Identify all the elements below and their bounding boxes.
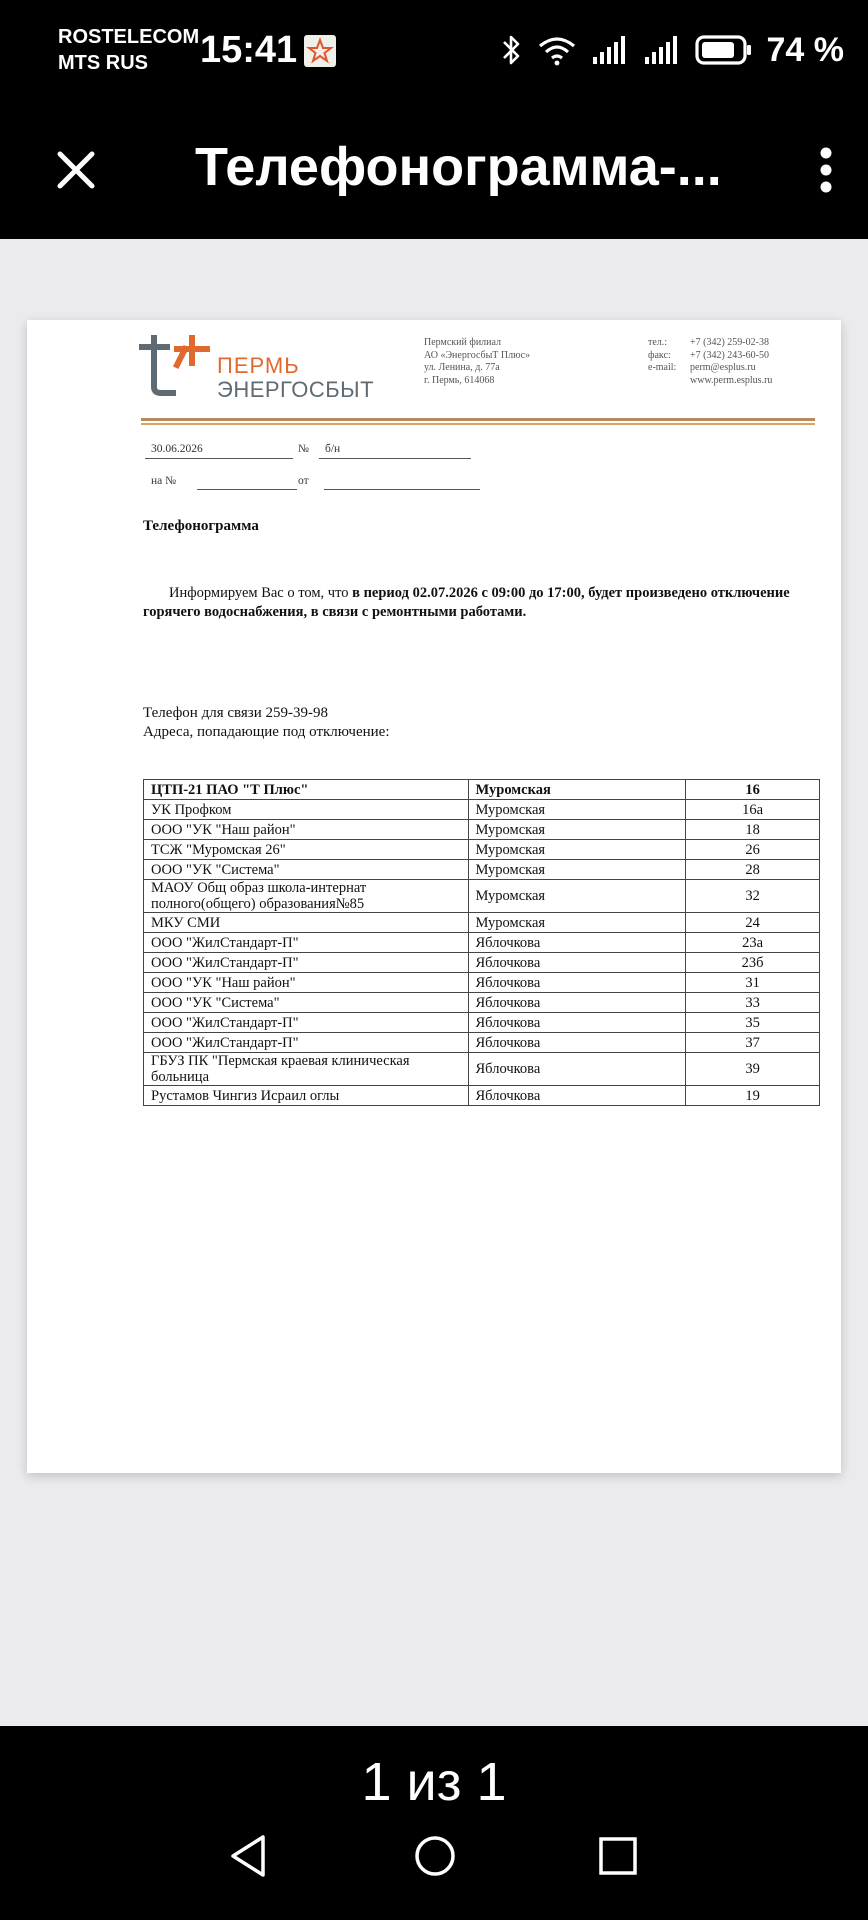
t-plus-logo-icon xyxy=(139,335,211,399)
table-cell-organization: ООО "УК "Наш район" xyxy=(144,820,469,840)
table-cell-organization: МКУ СМИ xyxy=(144,913,469,933)
contact-value: +7 (342) 259-02-38 xyxy=(690,337,769,348)
logo-line-1: ПЕРМЬ xyxy=(217,353,300,378)
org-address-line: ул. Ленина, д. 77а xyxy=(424,362,500,373)
table-cell-house: 33 xyxy=(686,993,820,1013)
signal-icon xyxy=(591,34,629,66)
document-page[interactable] xyxy=(27,320,841,1473)
table-cell-street: Муромская xyxy=(468,880,686,913)
table-cell-organization: ГБУЗ ПК "Пермская краевая клиническая больница xyxy=(144,1053,469,1086)
contact-value: www.perm.esplus.ru xyxy=(690,374,773,386)
table-cell-house: 18 xyxy=(686,820,820,840)
status-bar xyxy=(0,0,868,100)
status-icons xyxy=(501,30,845,70)
battery-percent: 74 % xyxy=(766,30,844,69)
org-contacts xyxy=(648,337,772,387)
table-cell-house: 32 xyxy=(686,880,820,913)
table-cell-organization: МАОУ Общ образ школа-интернат полного(общего) образования№85 xyxy=(144,880,469,913)
table-row xyxy=(144,933,820,953)
table-cell-street: Муромская xyxy=(468,780,686,800)
table-row xyxy=(144,820,820,840)
contact-website xyxy=(648,375,772,388)
app-notification-icon xyxy=(304,35,336,67)
table-cell-street: Муромская xyxy=(468,800,686,820)
table-cell-street: Муромская xyxy=(468,840,686,860)
table-row xyxy=(144,953,820,973)
table-cell-street: Яблочкова xyxy=(468,933,686,953)
table-row xyxy=(144,913,820,933)
table-header-row xyxy=(144,780,820,800)
reference-date-label: от xyxy=(298,475,309,487)
table-cell-street: Яблочкова xyxy=(468,1053,686,1086)
number-label: № xyxy=(298,443,309,455)
date-underline xyxy=(145,458,293,459)
bluetooth-icon xyxy=(501,33,523,67)
table-cell-street: Яблочкова xyxy=(468,973,686,993)
contact-label: факс: xyxy=(648,349,671,361)
table-cell-organization: ООО "ЖилСтандарт-П" xyxy=(144,933,469,953)
close-button[interactable] xyxy=(46,140,106,200)
nav-recents-button[interactable] xyxy=(593,1831,643,1881)
company-logo xyxy=(139,335,375,405)
table-row xyxy=(144,840,820,860)
table-cell-house: 39 xyxy=(686,1053,820,1086)
table-cell-organization: ЦТП-21 ПАО "Т Плюс" xyxy=(144,780,469,800)
table-row xyxy=(144,1053,820,1086)
table-cell-street: Яблочкова xyxy=(468,993,686,1013)
table-cell-house: 24 xyxy=(686,913,820,933)
number-underline xyxy=(319,458,471,459)
table-row xyxy=(144,1086,820,1106)
recents-icon xyxy=(593,1831,643,1881)
table-cell-organization: УК Профком xyxy=(144,800,469,820)
notice-intro: Информируем Вас о том, что xyxy=(169,585,353,601)
notice-paragraph xyxy=(143,584,815,622)
nav-home-button[interactable] xyxy=(410,1831,460,1881)
table-cell-house: 37 xyxy=(686,1033,820,1053)
contact-fax xyxy=(648,350,772,363)
table-row xyxy=(144,993,820,1013)
page-indicator: 1 из 1 xyxy=(361,1752,507,1812)
header-divider xyxy=(141,418,815,421)
table-cell-street: Яблочкова xyxy=(468,1013,686,1033)
wifi-icon xyxy=(537,34,577,66)
table-cell-street: Муромская xyxy=(468,860,686,880)
table-cell-organization: ТСЖ "Муромская 26" xyxy=(144,840,469,860)
more-options-button[interactable] xyxy=(796,135,856,205)
table-cell-organization: ООО "УК "Наш район" xyxy=(144,973,469,993)
contact-value: +7 (342) 243-60-50 xyxy=(690,349,769,361)
table-cell-house: 26 xyxy=(686,840,820,860)
table-row xyxy=(144,800,820,820)
table-cell-house: 16а xyxy=(686,800,820,820)
contact-label: e-mail: xyxy=(648,362,677,373)
table-cell-street: Яблочкова xyxy=(468,1033,686,1053)
table-cell-house: 28 xyxy=(686,860,820,880)
table-cell-house: 23б xyxy=(686,953,820,973)
carrier-1: ROSTELECOM xyxy=(58,26,200,48)
home-icon xyxy=(410,1831,460,1881)
notice-details: в период 02.07.2026 с 09:00 до 17:00, будет произведено отключение горячего водоснабжения, в связи с ремонтными работами. xyxy=(143,585,790,620)
table-cell-organization: ООО "ЖилСтандарт-П" xyxy=(144,1033,469,1053)
table-cell-house: 35 xyxy=(686,1013,820,1033)
org-address-line: Пермский филиал xyxy=(424,337,502,348)
app-bar xyxy=(0,100,868,239)
nav-back-button[interactable] xyxy=(225,1831,275,1881)
table-cell-house: 31 xyxy=(686,973,820,993)
back-icon xyxy=(225,1831,275,1881)
contact-label: тел.: xyxy=(648,337,668,348)
table-cell-organization: ООО "УК "Система" xyxy=(144,993,469,1013)
bottom-bar xyxy=(0,1726,868,1920)
org-address-line: АО «ЭнергосбыТ Плюс» xyxy=(424,349,531,361)
org-address xyxy=(424,337,530,387)
table-row xyxy=(144,1013,820,1033)
reference-date-underline xyxy=(324,489,480,490)
status-time: 15:41 xyxy=(200,29,298,71)
table-row xyxy=(144,1033,820,1053)
table-cell-organization: ООО "УК "Система" xyxy=(144,860,469,880)
table-row xyxy=(144,880,820,913)
battery-icon xyxy=(695,34,753,66)
carrier-2: MTS RUS xyxy=(58,52,148,74)
table-cell-organization: Рустамов Чингиз Исраил оглы xyxy=(144,1086,469,1106)
document-date: 30.06.2026 xyxy=(151,443,203,455)
addresses-table xyxy=(143,779,820,1106)
document-title: Телефонограмма-... xyxy=(195,137,722,197)
addresses-caption: Адреса, попадающие под отключение: xyxy=(143,724,390,740)
table-cell-street: Муромская xyxy=(468,820,686,840)
document-heading: Телефонограмма xyxy=(143,518,259,534)
table-cell-house: 19 xyxy=(686,1086,820,1106)
table-cell-street: Яблочкова xyxy=(468,953,686,973)
carrier-names xyxy=(58,24,199,76)
contact-phone-line: Телефон для связи 259-39-98 xyxy=(143,705,328,721)
table-cell-house: 23а xyxy=(686,933,820,953)
table-row xyxy=(144,973,820,993)
more-vert-icon xyxy=(819,146,833,194)
table-cell-house: 16 xyxy=(686,780,820,800)
contact-email xyxy=(648,362,772,375)
table-cell-street: Яблочкова xyxy=(468,1086,686,1106)
reference-number-underline xyxy=(197,489,297,490)
org-address-line: г. Пермь, 614068 xyxy=(424,374,495,386)
reference-number-label: на № xyxy=(151,475,177,487)
table-row xyxy=(144,860,820,880)
logo-line-2: ЭНЕРГОСБЫТ xyxy=(217,377,375,402)
close-icon xyxy=(56,150,96,190)
signal-icon xyxy=(643,34,681,66)
document-number: б/н xyxy=(325,443,341,455)
table-cell-street: Муромская xyxy=(468,913,686,933)
header-divider-accent xyxy=(141,423,815,425)
table-cell-organization: ООО "ЖилСтандарт-П" xyxy=(144,953,469,973)
contact-value: perm@esplus.ru xyxy=(690,362,756,373)
contact-phone xyxy=(648,337,772,350)
table-cell-organization: ООО "ЖилСтандарт-П" xyxy=(144,1013,469,1033)
